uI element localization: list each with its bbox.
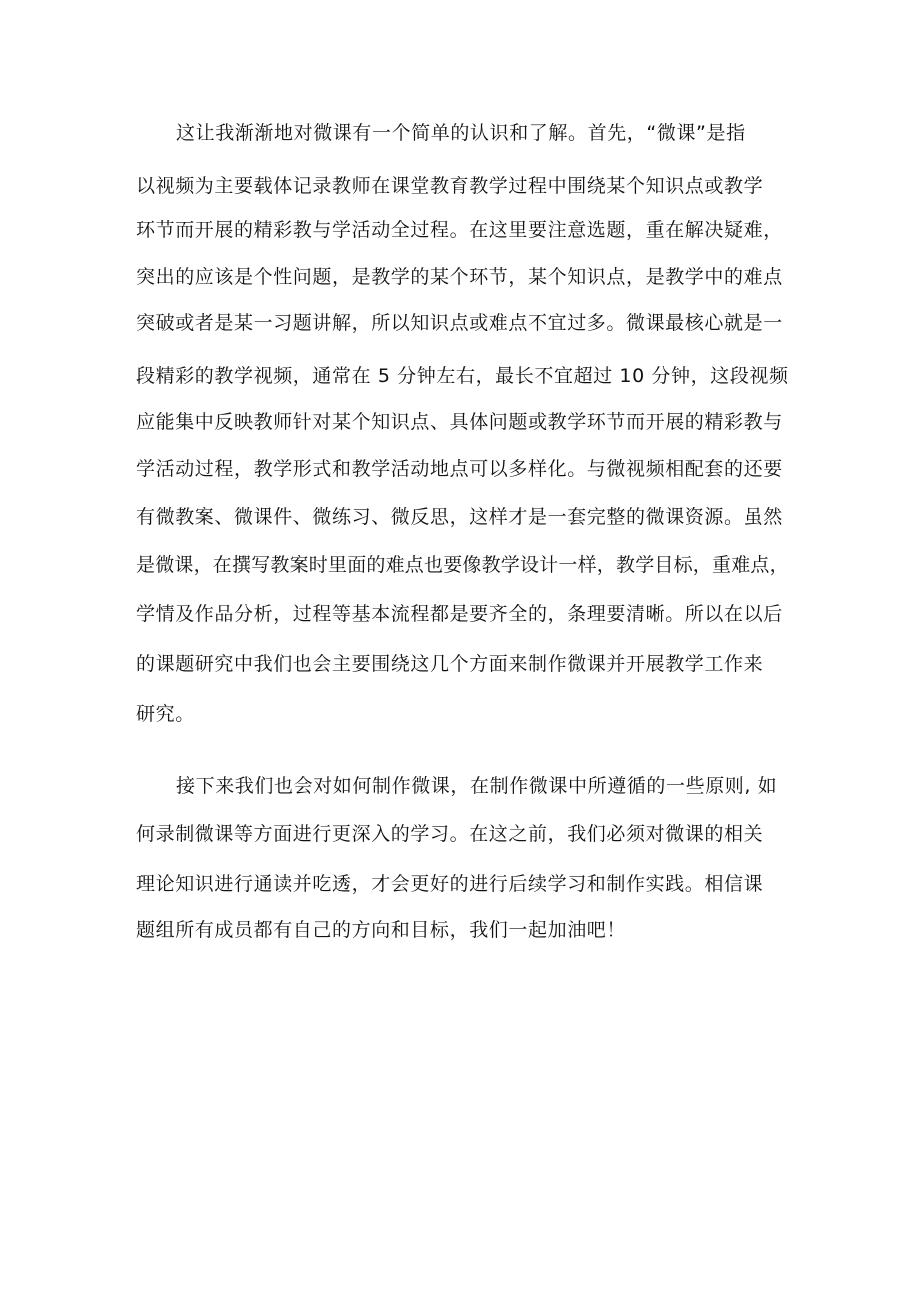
paragraph-1-line-11: 学情及作品分析，过程等基本流程都是要齐全的，条理要清晰。所以在以后: [136, 603, 783, 625]
paragraph-2-line-1: 接下来我们也会对如何制作微课，在制作微课中所遵循的一些原则, 如: [176, 775, 778, 797]
paragraph-1-line-12: 的课题研究中我们也会主要围绕这几个方面来制作微课并开展教学工作来: [136, 653, 764, 675]
paragraph-2-line-3: 理论知识进行通读并吃透，才会更好的进行后续学习和制作实践。相信课: [136, 873, 764, 895]
paragraph-1-line-4: 突出的应该是个性问题，是教学的某个环节，某个知识点，是教学中的难点: [136, 266, 783, 288]
paragraph-1-line-8: 学活动过程，教学形式和教学活动地点可以多样化。与微视频相配套的还要: [136, 458, 783, 480]
paragraph-1-line-6: 段精彩的教学视频，通常在 5 分钟左右，最长不宜超过 10 分钟，这段视频: [136, 365, 789, 387]
paragraph-1-line-13: 研究。: [136, 703, 195, 725]
paragraph-1-line-2: 以视频为主要载体记录教师在课堂教育教学过程中围绕某个知识点或教学: [136, 175, 764, 197]
paragraph-1-line-3: 环节而开展的精彩教与学活动全过程。在这里要注意选题，重在解决疑难，: [136, 219, 783, 241]
paragraph-1-line-1: 这让我渐渐地对微课有一个简单的认识和了解。首先，“微课”是指: [176, 122, 746, 144]
paragraph-2-line-4: 题组所有成员都有自己的方向和目标，我们一起加油吧！: [136, 919, 627, 941]
paragraph-1-line-10: 是微课，在撰写教案时里面的难点也要像教学设计一样，教学目标，重难点，: [136, 554, 789, 576]
paragraph-1-line-5: 突破或者是某一习题讲解，所以知识点或难点不宜过多。微课最核心就是一: [136, 312, 783, 334]
paragraph-2-line-2: 何录制微课等方面进行更深入的学习。在这之前，我们必须对微课的相关: [136, 823, 764, 845]
paragraph-1-line-7: 应能集中反映教师针对某个知识点、具体问题或教学环节而开展的精彩教与: [136, 411, 783, 433]
paragraph-1-line-9: 有微教案、微课件、微练习、微反思，这样才是一套完整的微课资源。虽然: [136, 506, 783, 528]
